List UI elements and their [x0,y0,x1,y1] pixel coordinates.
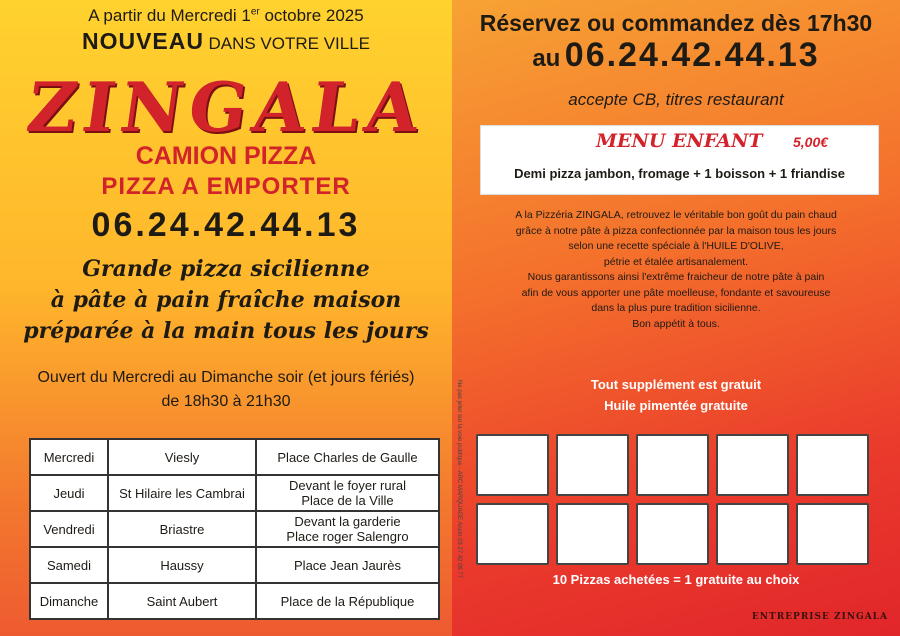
reserve-heading: Réservez ou commandez dès 17h30 [479,10,873,36]
au-label: au [532,45,561,72]
intro-line: A la Pizzéria ZINGALA, retrouvez le véritable bon goût du pain chaud [515,209,837,221]
tagline-line: à pâte à pain fraîche maison [50,287,402,313]
stamp-box [716,434,789,496]
table-row [30,547,439,583]
opening-hours: Ouvert du Mercredi au Dimanche soir (et jours fériés) [37,369,415,386]
stamp-box [796,434,869,496]
intro-line: pétrie et étalée artisanalement. [603,255,749,268]
nouveau-word: NOUVEAU [81,28,204,54]
place-line: Place de la République [280,593,415,609]
camion-pizza-title: CAMION PIZZA [135,142,317,170]
stamp-box [636,434,709,496]
stamp-box [796,503,869,565]
emporter-title: PIZZA A EMPORTER [101,173,351,200]
stamp-box [716,503,789,565]
opening-date [0,6,452,26]
schedule-table [29,438,440,620]
table-row [30,439,439,475]
date-sup: er [250,6,260,18]
kids-menu-title: MENU ENFANT [596,130,763,152]
place-cell [256,583,439,619]
opening-time: de 18h30 à 21h30 [161,393,291,410]
nouveau-line [0,28,452,55]
day-cell: Samedi [30,547,108,583]
stamp-box [476,503,549,565]
brand-logo: ZINGALA [21,68,431,148]
intro-line: Nous garantissons ainsi l'extrême fraicheur de notre pâte à pain [527,271,825,283]
free-oil-note: Huile pimentée gratuite [604,398,748,413]
table-row [30,583,439,619]
phone-number: 06.24.42.44.13 [564,36,820,74]
day-cell: Vendredi [30,511,108,547]
phone-number: 06.24.42.44.13 [91,206,361,244]
company-name: ENTREPRISE ZINGALA [751,612,888,622]
stamp-box [476,434,549,496]
town-cell: Saint Aubert [108,583,256,619]
day-cell: Jeudi [30,475,108,511]
place-line: Place de la Ville [301,493,394,508]
order-phone [452,36,900,75]
free-supplement-note: Tout supplément est gratuit [590,377,762,392]
payment-methods: accepte CB, titres restaurant [568,90,784,109]
kids-menu-description: Demi pizza jambon, fromage + 1 boisson + 1 friandise [514,166,845,181]
place-cell [256,475,439,511]
kids-menu-price: 5,00€ [793,134,829,150]
stamp-box [556,503,629,565]
intro-line: afin de vous apporter une pâte moelleuse, fondante et savoureuse [521,286,831,299]
tagline-line: préparée à la main tous les jours [23,318,429,344]
date-suffix: octobre 2025 [259,6,364,25]
right-panel [452,0,900,636]
intro-line: dans la plus pure tradition sicilienne. [591,302,761,314]
town-cell: Haussy [108,547,256,583]
town-cell: St Hilaire les Cambrai [108,475,256,511]
place-line: Devant le foyer rural [288,478,407,493]
fold-print-notice: Ne pas jeter sur la voie publique - ARC MARQUAGE Anzin 03 27 42 06 77 [456,380,462,579]
day-cell: Dimanche [30,583,108,619]
loyalty-offer: 10 Pizzas achetées = 1 gratuite au choix [552,572,800,587]
table-row [30,475,439,511]
place-cell [256,547,439,583]
table-row [30,511,439,547]
place-cell [256,511,439,547]
loyalty-card-grid [476,434,869,565]
stamp-box [556,434,629,496]
place-line: Place Charles de Gaulle [277,449,418,465]
town-cell: Viesly [108,439,256,475]
intro-paragraph [452,208,900,332]
intro-line: grâce à notre pâte à pizza confectionnée par la maison tous les jours [515,224,837,237]
nouveau-rest: DANS VOTRE VILLE [208,34,371,53]
day-cell: Mercredi [30,439,108,475]
intro-line: Bon appétit à tous. [632,317,720,330]
place-cell [256,439,439,475]
kids-menu-box [480,125,879,195]
place-line: Place Jean Jaurès [294,557,401,573]
place-line: Devant la garderie [294,514,401,529]
date-prefix: A partir du Mercredi 1 [88,6,251,25]
intro-line: selon une recette spéciale à l'HUILE D'OLIVE, [568,240,784,252]
place-line: Place roger Salengro [286,529,409,544]
stamp-box [636,503,709,565]
town-cell: Briastre [108,511,256,547]
tagline-line: Grande pizza sicilienne [82,256,370,282]
